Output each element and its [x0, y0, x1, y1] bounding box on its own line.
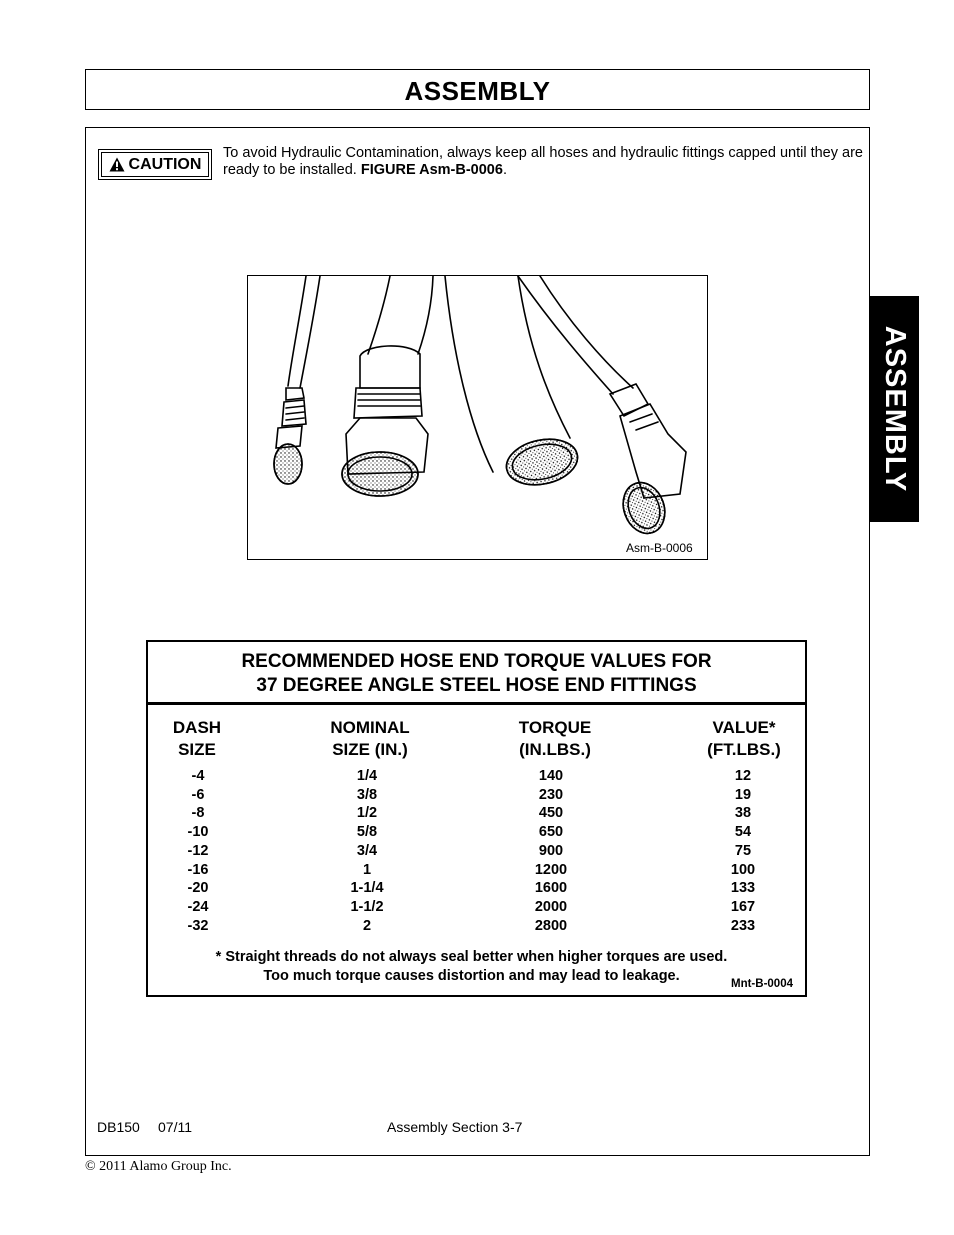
table-cell: -32: [187, 917, 209, 934]
table-note-line-1: * Straight threads do not always seal better when higher torques are used.: [215, 949, 728, 965]
table-cell: 100: [730, 861, 756, 878]
copyright: © 2011 Alamo Group Inc.: [85, 1159, 232, 1174]
table-cell: 38: [734, 805, 752, 822]
figure-reference: FIGURE Asm-B-0006: [360, 162, 503, 178]
column-header-line: SIZE: [178, 740, 216, 759]
table-cell: -10: [187, 824, 209, 841]
table-cell: 54: [734, 824, 752, 841]
column-header-line: SIZE (IN.): [332, 740, 408, 759]
table-cell: 3/8: [356, 786, 378, 803]
table-title-line-2: 37 DEGREE ANGLE STEEL HOSE END FITTINGS: [256, 675, 697, 696]
figure-label: Asm-B-0006: [626, 541, 693, 555]
column-header-nominal-size: [300, 717, 440, 761]
table-cell: 133: [730, 880, 756, 897]
column-header-line: DASH: [172, 718, 222, 737]
table-cell: 1600: [534, 880, 568, 897]
page-title: ASSEMBLY: [404, 76, 551, 106]
table-cell: 2800: [534, 917, 568, 934]
table-cell: 1200: [534, 861, 568, 878]
table-cell: 230: [538, 786, 564, 803]
column-header-line: TORQUE: [518, 718, 592, 737]
side-tab-label: ASSEMBLY: [879, 325, 911, 493]
table-cell: 12: [734, 768, 752, 784]
hose-figure: [247, 275, 708, 560]
caution-badge: [98, 149, 212, 180]
caution-text-end: .: [502, 162, 507, 178]
table-cell: 900: [538, 842, 564, 859]
column-header-line: (IN.LBS.): [519, 740, 591, 759]
table-cell: 2: [362, 917, 372, 934]
table-cell: 1/2: [356, 805, 378, 822]
table-cell: 1/4: [356, 768, 378, 784]
table-cell: 1: [362, 861, 372, 878]
caution-label: CAUTION: [128, 155, 202, 173]
footer-date: 07/11: [158, 1119, 192, 1135]
table-cell: 140: [538, 768, 564, 784]
table-cell: 450: [538, 805, 564, 822]
table-note: [148, 948, 795, 986]
table-cell: -4: [191, 768, 205, 784]
table-cell: 1-1/4: [350, 880, 384, 897]
column-header-line: (FT.LBS.): [707, 740, 781, 759]
table-cell: 1-1/2: [350, 898, 384, 915]
table-cell: -6: [191, 786, 205, 803]
table-cell: 167: [730, 898, 756, 915]
column-header-torque: [485, 717, 625, 761]
table-cell: -24: [187, 898, 209, 915]
table-cell: 3/4: [356, 842, 378, 859]
caution-text: To avoid Hydraulic Contamination, always keep all hoses and hydraulic fittings capped until they are ready to be installed.: [223, 145, 863, 178]
table-cell: -12: [187, 842, 209, 859]
footer-model: DB150: [97, 1119, 140, 1135]
column-header-line: NOMINAL: [330, 718, 410, 737]
column-header-value: [674, 717, 814, 761]
caution-message: [223, 145, 863, 179]
table-cell: 2000: [534, 898, 568, 915]
table-cell: -8: [191, 805, 205, 822]
table-cell: -16: [187, 861, 209, 878]
table-title: [148, 650, 805, 698]
table-divider: [148, 702, 805, 705]
side-section-tab: [870, 296, 919, 522]
footer-section: Assembly Section 3-7: [387, 1119, 523, 1135]
table-cell: 650: [538, 824, 564, 841]
column-header-dash-size: [149, 717, 245, 761]
warning-triangle-icon: [109, 157, 125, 172]
table-cell: 75: [734, 842, 752, 859]
table-cell: 19: [734, 786, 752, 803]
table-reference: Mnt-B-0004: [731, 978, 793, 990]
table-cell: -20: [187, 880, 209, 897]
capped-hoses-illustration: [248, 276, 707, 559]
table-note-line-2: Too much torque causes distortion and may lead to leakage.: [263, 968, 680, 984]
table-cell: 5/8: [356, 824, 378, 841]
table-title-line-1: RECOMMENDED HOSE END TORQUE VALUES FOR: [241, 651, 712, 672]
table-cell: 233: [730, 917, 756, 934]
column-header-line: VALUE*: [712, 718, 776, 737]
